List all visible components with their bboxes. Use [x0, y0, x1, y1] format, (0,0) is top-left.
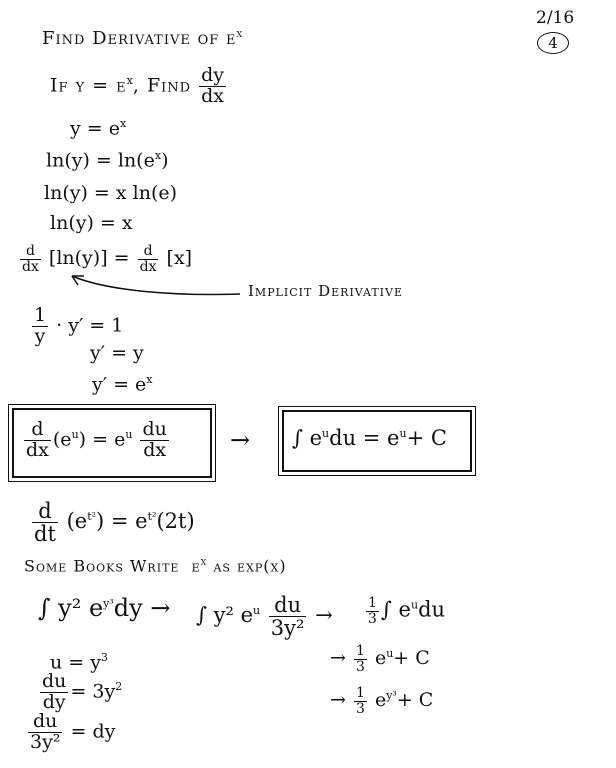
box1-du: du	[142, 418, 167, 440]
box1-dx: dx	[26, 438, 49, 461]
integral-i2-den: 3y²	[270, 616, 305, 641]
result-1-num: 1	[355, 643, 365, 659]
integral-i1: ∫ y² e	[38, 594, 104, 622]
step-5-left: [ln(y)] =	[48, 247, 130, 270]
integral-i2: ∫ y² e	[196, 603, 254, 628]
problem-text: If y = e	[50, 74, 127, 97]
sub-u-exp: 3	[100, 651, 108, 664]
step-2-text: ln(y) = ln(e	[46, 149, 155, 172]
annotation-implicit: Implicit Derivative	[248, 282, 403, 300]
note-c: as exp(x)	[213, 556, 287, 576]
result-1-exp: u	[386, 646, 394, 660]
step-3: ln(y) = x ln(e)	[44, 182, 178, 204]
step-2-exp: x	[154, 149, 162, 162]
step-5-d: d	[20, 244, 41, 260]
problem-exp: x	[126, 74, 133, 88]
sub-du-exp: 2	[115, 680, 123, 694]
page-title-exp: x	[236, 27, 244, 40]
box1-b-exp: u	[125, 428, 133, 442]
example-dt: dt	[34, 522, 56, 547]
result-1-c: + C	[393, 647, 430, 670]
sub-du-text: = 3y	[70, 680, 116, 703]
result-1-arrow: →	[330, 647, 346, 670]
result-1-e: e	[374, 647, 387, 670]
problem-find: , Find	[132, 74, 192, 97]
problem-frac-num: dy	[201, 64, 225, 86]
step-6-num: 1	[34, 304, 47, 326]
box1-a: (e	[52, 428, 72, 451]
step-2-close: )	[161, 149, 169, 172]
box1-dx2: dx	[143, 438, 167, 461]
step-6-den: y	[34, 324, 46, 347]
result-2-c: + C	[396, 689, 434, 712]
step-4: ln(y) = x	[50, 212, 133, 234]
step-8-exp: x	[146, 373, 153, 386]
example-d: d	[32, 500, 58, 523]
integral-i2-du: du	[269, 594, 307, 617]
box1-b: ) = e	[78, 428, 126, 451]
example-c: (2t)	[156, 509, 195, 534]
integral-i2-exp: u	[253, 604, 261, 618]
step-5-d-right: d	[138, 244, 159, 260]
step-5-dx: dx	[22, 258, 39, 275]
integral-i3-b: du	[418, 597, 446, 622]
result-2-exp: y³	[386, 688, 397, 702]
result-2-num: 1	[355, 685, 365, 701]
integral-i2-arrow: →	[315, 603, 333, 628]
step-1-exp: x	[119, 117, 127, 130]
sub-dy-den: 3y²	[30, 730, 61, 753]
integral-i3-exp: u	[410, 598, 419, 612]
box1-a-exp: u	[71, 428, 79, 442]
result-2-e: e	[374, 689, 387, 712]
sub-dy-num: du	[28, 712, 62, 733]
page-title-text: Find Derivative of e	[42, 28, 237, 49]
box2-b-exp: u	[399, 427, 407, 440]
box2-a: ∫ e	[292, 426, 323, 450]
sub-dy-text: = dy	[70, 720, 116, 743]
result-2-den: 3	[355, 700, 365, 717]
note-b: e	[191, 556, 201, 576]
sub-du-den: dy	[42, 690, 66, 713]
step-5-dx-right: dx	[139, 258, 157, 275]
integral-i3-num: 1	[368, 595, 377, 611]
integral-i3-den: 3	[368, 610, 377, 627]
example-a-exp: t²	[87, 510, 97, 524]
step-7: y′ = y	[90, 342, 144, 364]
example-b-exp: t²	[147, 510, 157, 524]
sub-du-num: du	[42, 670, 67, 692]
result-1-den: 3	[355, 658, 365, 675]
note-a: Some Books Write	[24, 556, 180, 576]
example-b: ) = e	[96, 509, 148, 534]
date-label: 2/16	[536, 8, 575, 28]
sub-u-text: u = y	[50, 651, 101, 674]
step-1-text: y = e	[70, 117, 120, 140]
arrow-right-icon: →	[230, 426, 251, 454]
annotation-arrow-curve	[72, 276, 240, 294]
page-number: 4	[537, 32, 569, 54]
box2-a-exp: u	[322, 427, 330, 440]
integral-i1-b: dy →	[113, 594, 171, 622]
box2-c: + C	[406, 426, 447, 450]
example-a: (e	[66, 509, 88, 534]
box2-b: du = e	[329, 426, 400, 450]
step-6-rest: · y′ = 1	[56, 314, 124, 337]
step-8-text: y′ = e	[92, 373, 147, 396]
note-b-exp: x	[200, 555, 208, 568]
integral-i1-exp: y³	[103, 597, 114, 610]
step-5-right: [x]	[166, 247, 193, 270]
box1-d: d	[24, 420, 51, 441]
integral-i3: ∫ e	[380, 597, 411, 622]
problem-frac-den: dx	[201, 84, 224, 107]
result-2-arrow: →	[330, 689, 346, 712]
